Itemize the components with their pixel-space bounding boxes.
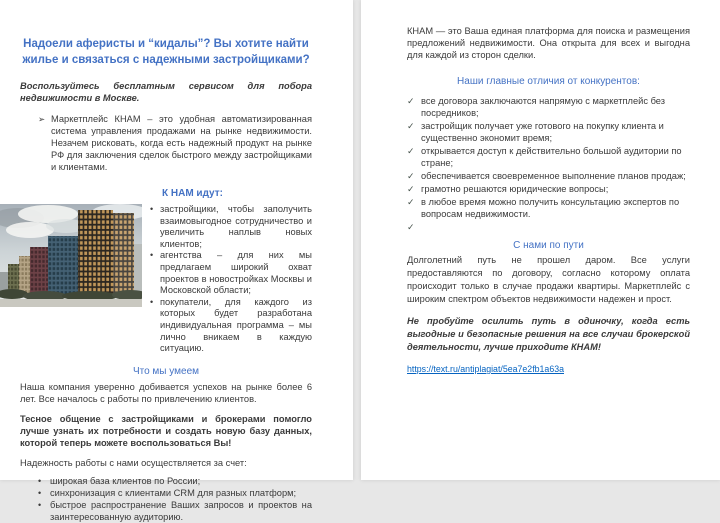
list-item-text: застройщик получает уже готового на покупку клиента и существенно экономит время;: [421, 121, 664, 143]
list-item: [407, 183, 690, 195]
skills-paragraph-2: Тесное общение с застройщиками и брокерами помогло лучше узнать их потребности и создать новую базу данных, которой теперь можете воспользоваться Вы!: [20, 413, 312, 448]
knam-bullet-list: [150, 204, 312, 355]
dot-bullet-icon: •: [150, 250, 154, 261]
dot-bullet-icon: •: [38, 499, 42, 510]
list-item-text: грамотно решаются юридические вопросы;: [421, 184, 609, 194]
journey-heading: С нами по пути: [513, 240, 584, 251]
dot-bullet-icon: •: [150, 204, 154, 214]
checkmark-icon: ✓: [407, 171, 415, 181]
journey-paragraph: Долголетний путь не прошел даром. Все услуги предоставляются по договору, согласно которому оплата происходит только в случае продажи квартиры. Маркетплейс с широким спектром объектов недвижимости надежен и прост.: [407, 255, 690, 304]
list-item-text: синхронизация с клиентами CRM для разных платформ;: [50, 487, 297, 498]
advantages-heading: Наши главные отличия от конкурентов:: [457, 76, 640, 87]
list-item: [38, 487, 312, 499]
skills-bullet-list: [20, 475, 312, 523]
checkmark-icon: ✓: [407, 222, 415, 232]
list-item-text: все договора заключаются напрямую с маркетплейс без посредников;: [421, 96, 666, 118]
document-page-2: [361, 0, 720, 480]
list-item: [407, 145, 690, 169]
checkmark-icon: ✓: [407, 197, 415, 207]
list-item-text: широкая база клиентов по России;: [50, 475, 201, 486]
dot-bullet-icon: •: [150, 296, 154, 307]
list-item-text: открывается доступ к действительно большой аудитории по стране;: [421, 146, 682, 168]
checkmark-icon: ✓: [407, 96, 415, 106]
advantages-list: [407, 95, 690, 233]
cta-paragraph: Не пробуйте осилить путь в одиночку, когда есть выгодные и безопасные решения на все случаи брокерской деятельности, лучше приходите КНАМ!: [407, 316, 690, 352]
page-title: Надоели аферисты и “кидалы”? Вы хотите найти жилье и связаться с надежными застройщиками?: [22, 38, 310, 66]
skills-paragraph-3: Надежность работы с нами осуществляется за счет:: [20, 457, 247, 468]
list-item-text: обеспечивается своевременное выполнение планов продаж;: [421, 171, 686, 181]
list-item-text: [421, 221, 690, 233]
antiplagiat-link[interactable]: https://text.ru/antiplagiat/5ea7e2fb1a63a: [407, 364, 564, 374]
list-item-text: в любое время можно получить консультацию экспертов по вопросам недвижимости.: [421, 197, 680, 219]
checkmark-icon: ✓: [407, 184, 415, 194]
checkmark-icon: ✓: [407, 146, 415, 156]
checkmark-icon: ✓: [407, 121, 415, 131]
city-buildings-photo: [0, 204, 142, 307]
list-item-text: застройщики, чтобы заполучить взаимовыгодное сотрудничество и увеличить наплыв новых клиентов;: [160, 204, 312, 249]
page-1-content: [0, 0, 353, 523]
dot-bullet-icon: •: [38, 475, 42, 486]
skills-paragraph-1: Наша компания уверенно добивается успехов на рынке более 6 лет. Все началось с работы по привлечению клиентов.: [20, 381, 312, 404]
intro-paragraph: Воспользуйтесь бесплатным сервисом для побора недвижимости в Москве.: [20, 81, 312, 103]
list-item: [407, 196, 690, 220]
list-item-text: быстрое распространение Ваших запросов и проектов на заинтересованную аудиторию.: [50, 499, 312, 522]
list-item: [38, 475, 312, 487]
list-item-text: покупатели, для каждого из которых будет разработана индивидуальная программа – мы лично вникаем в каждую ситуацию.: [160, 296, 312, 354]
document-page-1: [0, 0, 353, 522]
list-item: [407, 120, 690, 144]
knam-section-heading: К НАМ идут:: [162, 188, 223, 199]
list-item: [407, 95, 690, 119]
dot-bullet-icon: •: [38, 487, 42, 498]
list-item: [38, 499, 312, 523]
marketplace-bullet: [38, 113, 312, 173]
skills-section-heading: Что мы умеем: [132, 365, 200, 377]
list-item: [407, 221, 690, 233]
page-2-content: [361, 0, 720, 377]
list-item: [150, 250, 312, 296]
city-buildings-illustration: [0, 204, 142, 307]
list-item: [150, 204, 312, 250]
list-item: [407, 170, 690, 182]
knam-intro-paragraph: КНАМ — это Ваша единая платформа для поиска и размещения предложений недвижимости. Она открыта для всех и выгодна для каждой из сторон сделки.: [407, 26, 690, 60]
knam-section: [0, 204, 312, 355]
marketplace-bullet-text: Маркетплейс КНАМ – это удобная автоматизированная система управления продажами на рынке недвижимости. Незачем рисковать, когда есть надежный продукт на рынке РФ для заключения сделок быстрого между застройщиками и клиентами.: [51, 114, 312, 172]
arrow-bullet-icon: ➢: [38, 114, 46, 124]
list-item-text: агентства – для них мы предлагаем широкий охват проектов в новостройках Москвы и Московской области;: [160, 250, 312, 296]
list-item: [150, 297, 312, 355]
